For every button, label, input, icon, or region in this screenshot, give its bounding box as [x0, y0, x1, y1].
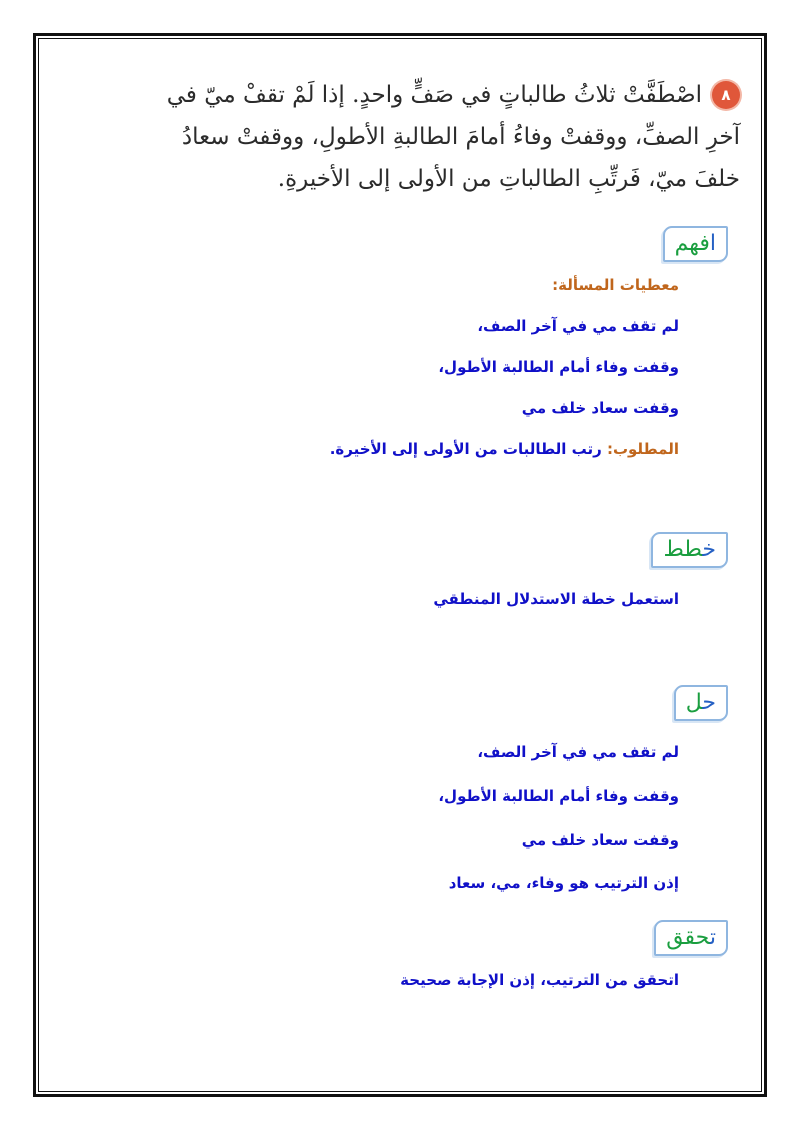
- check-text: اتحقق من الترتيب، إذن الإجابة صحيحة: [400, 971, 679, 989]
- plan-text: استعمل خطة الاستدلال المنطقي: [433, 590, 679, 608]
- problem-line-3: خلفَ ميّ، فَرتِّبِ الطالباتِ من الأولى إلى الأخيرةِ.: [277, 166, 740, 192]
- plan-tag: [651, 532, 728, 568]
- required-label: المطلوب:: [606, 440, 679, 458]
- problem-number-badge: ٨: [712, 81, 740, 109]
- problem-line-2: آخرِ الصفِّ، ووقفتْ وفاءُ أمامَ الطالبةِ الأطولِ، ووقفتْ سعادُ: [181, 124, 740, 150]
- understand-tag: [663, 226, 728, 262]
- required-line: [330, 440, 679, 458]
- required-text: رتب الطالبات من الأولى إلى الأخيرة.: [329, 440, 607, 458]
- givens-label: معطيات المسألة:: [552, 276, 679, 294]
- solve-tag-first: ح: [702, 690, 716, 715]
- solve-tag: [674, 685, 728, 721]
- problem-line-1: [120, 74, 740, 116]
- solve-tag-rest: ل: [685, 690, 703, 715]
- solve-line-1: لم تقف مي في آخر الصف،: [477, 743, 679, 761]
- solve-line-3: وقفت سعاد خلف مي: [521, 831, 679, 849]
- check-tag: [654, 920, 728, 956]
- problem-text-1: اصْطَفَّتْ ثلاثُ طالباتٍ في صَفٍّ واحدٍ. إذا لَمْ تقفْ ميّ في: [166, 82, 702, 108]
- understand-tag-rest: فهم: [674, 231, 710, 256]
- understand-tag-first: ا: [709, 231, 716, 256]
- solve-line-2: وقفت وفاء أمام الطالبة الأطول،: [438, 787, 679, 805]
- solve-line-4: إذن الترتيب هو وفاء، مي، سعاد: [448, 874, 679, 892]
- check-tag-first: ت: [709, 925, 716, 950]
- plan-tag-first: خ: [702, 537, 716, 562]
- given-2: وقفت وفاء أمام الطالبة الأطول،: [438, 358, 679, 376]
- given-1: لم تقف مي في آخر الصف،: [477, 317, 679, 335]
- check-tag-rest: حقق: [666, 925, 710, 950]
- problem-statement: [120, 74, 740, 200]
- plan-tag-rest: طط: [663, 537, 703, 562]
- given-3: وقفت سعاد خلف مي: [521, 399, 679, 417]
